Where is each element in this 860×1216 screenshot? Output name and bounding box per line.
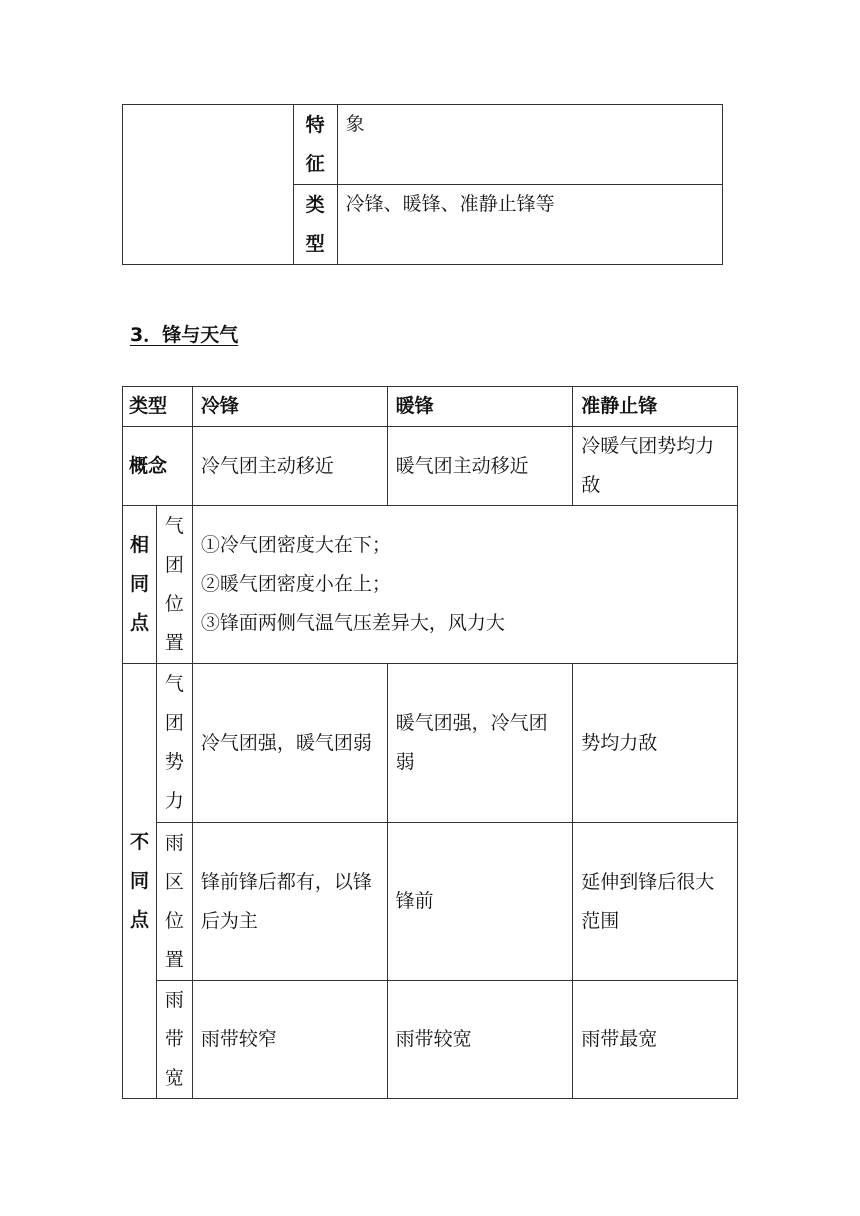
same-line-1: ①冷气团密度大在下； <box>200 534 391 556</box>
diff-2-warm: 锋前 <box>387 823 573 981</box>
same-label: 相同点 <box>123 506 157 664</box>
section-heading: 3．锋与天气 <box>130 324 239 346</box>
front-weather-table <box>122 386 738 1099</box>
diff-2-stationary: 延伸到锋后很大范围 <box>573 823 738 981</box>
type-value: 冷锋、暖锋、准静止锋等 <box>337 185 722 265</box>
same-line-2: ②暖气团密度小在上； <box>200 573 391 595</box>
same-sub-label: 气团位置 <box>156 506 192 664</box>
type-label: 类型 <box>293 185 337 265</box>
feature-type-table <box>122 104 723 265</box>
diff-3-cold: 雨带较窄 <box>192 981 387 1099</box>
header-stationary-front: 准静止锋 <box>573 387 738 427</box>
header-warm-front: 暖锋 <box>387 387 573 427</box>
same-line-3: ③锋面两侧气温气压差异大，风力大 <box>200 612 505 634</box>
diff-1-warm: 暖气团强，冷气团弱 <box>387 664 573 823</box>
concept-cold: 冷气团主动移近 <box>192 427 387 506</box>
concept-stationary: 冷暖气团势均力敌 <box>573 427 738 506</box>
diff-sub-label-1: 气团势力 <box>156 664 192 823</box>
diff-sub-label-2: 雨区位置 <box>156 823 192 981</box>
header-cold-front: 冷锋 <box>192 387 387 427</box>
concept-label: 概念 <box>123 427 193 506</box>
diff-2-cold: 锋前锋后都有，以锋后为主 <box>192 823 387 981</box>
same-content <box>192 506 737 664</box>
empty-cell <box>123 105 294 265</box>
feature-value: 象 <box>337 105 722 185</box>
concept-warm: 暖气团主动移近 <box>387 427 573 506</box>
diff-3-warm: 雨带较宽 <box>387 981 573 1099</box>
diff-1-cold: 冷气团强，暖气团弱 <box>192 664 387 823</box>
diff-label: 不同点 <box>123 664 157 1099</box>
diff-3-stationary: 雨带最宽 <box>573 981 738 1099</box>
header-type: 类型 <box>123 387 193 427</box>
feature-label: 特征 <box>293 105 337 185</box>
diff-1-stationary: 势均力敌 <box>573 664 738 823</box>
diff-sub-label-3: 雨带宽 <box>156 981 192 1099</box>
